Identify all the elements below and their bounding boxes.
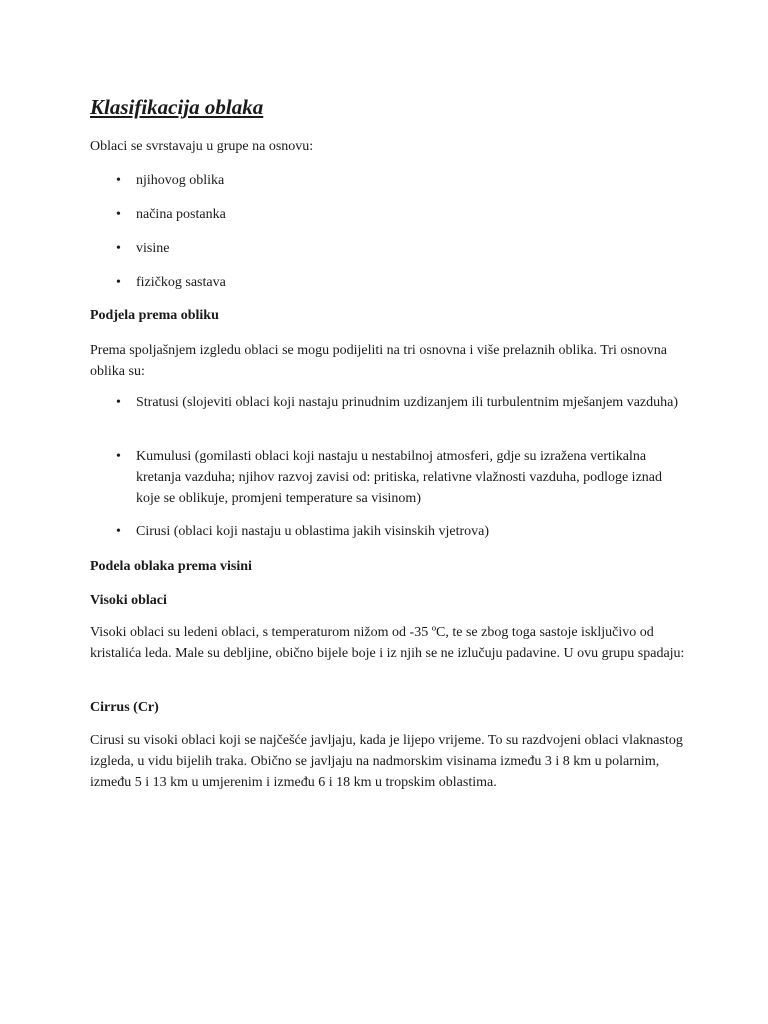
document-title: Klasifikacija oblaka bbox=[90, 95, 264, 119]
list-item-text: njihovog oblika bbox=[136, 173, 225, 188]
bullet-icon: • bbox=[116, 449, 121, 464]
list-item-text: Kumulusi (gomilasti oblaci koji nastaju u nestabilnoj atmosferi, gdje su izražena vertikalna kretanja vazduha; njihov razvoj zavisi od: pritiska, relativne vlažnosti vazduha, podloge iznad koje se oblikuje, promjeni temperature sa visinom) bbox=[136, 449, 662, 506]
list-item-text: Cirusi (oblaci koji nastaju u oblastima jakih visinskih vjetrova) bbox=[136, 524, 490, 539]
bullet-icon: • bbox=[116, 275, 121, 290]
bullet-icon: • bbox=[116, 173, 121, 188]
section-heading: Podjela prema obliku bbox=[90, 308, 219, 323]
cirrus-paragraph: Cirusi su visoki oblaci koji se najčešće javljaju, kada je lijepo vrijeme. To su razdvojeni oblaci vlaknastog izgleda, u vidu bijelih traka. Obično se javljaju na nadmorskim visinama između 3 i 8 km u polarnim, između 5 i 13 km u umjerenim i između 6 i 18 km u tropskim oblastima. bbox=[90, 733, 683, 790]
intro-paragraph: Oblaci se svrstavaju u grupe na osnovu: bbox=[90, 139, 314, 154]
subsection-heading: Visoki oblaci bbox=[90, 593, 167, 608]
section-heading: Podela oblaka prema visini bbox=[90, 559, 252, 574]
bullet-icon: • bbox=[116, 241, 121, 256]
bullet-icon: • bbox=[116, 524, 121, 539]
high-clouds-paragraph: Visoki oblaci su ledeni oblaci, s temperaturom nižom od -35 ºC, te se zbog toga sastoje isključivo od kristalića leda. Male su debljine, obično bijele boje i iz njih se ne izlučuju padavine. U ovu grupu spadaju: bbox=[90, 625, 685, 661]
bullet-icon: • bbox=[116, 207, 121, 222]
list-item-text: načina postanka bbox=[136, 207, 226, 222]
shape-intro-paragraph: Prema spoljašnjem izgledu oblaci se mogu podijeliti na tri osnovna i više prelaznih oblika. Tri osnovna oblika su: bbox=[90, 343, 668, 379]
bullet-icon: • bbox=[116, 395, 121, 410]
list-item-text: Stratusi (slojeviti oblaci koji nastaju prinudnim uzdizanjem ili turbulentnim mješanjem vazduha) bbox=[136, 395, 678, 410]
subsection-heading: Cirrus (Cr) bbox=[90, 700, 159, 715]
list-item-text: fizičkog sastava bbox=[136, 275, 226, 290]
list-item-text: visine bbox=[136, 241, 170, 256]
